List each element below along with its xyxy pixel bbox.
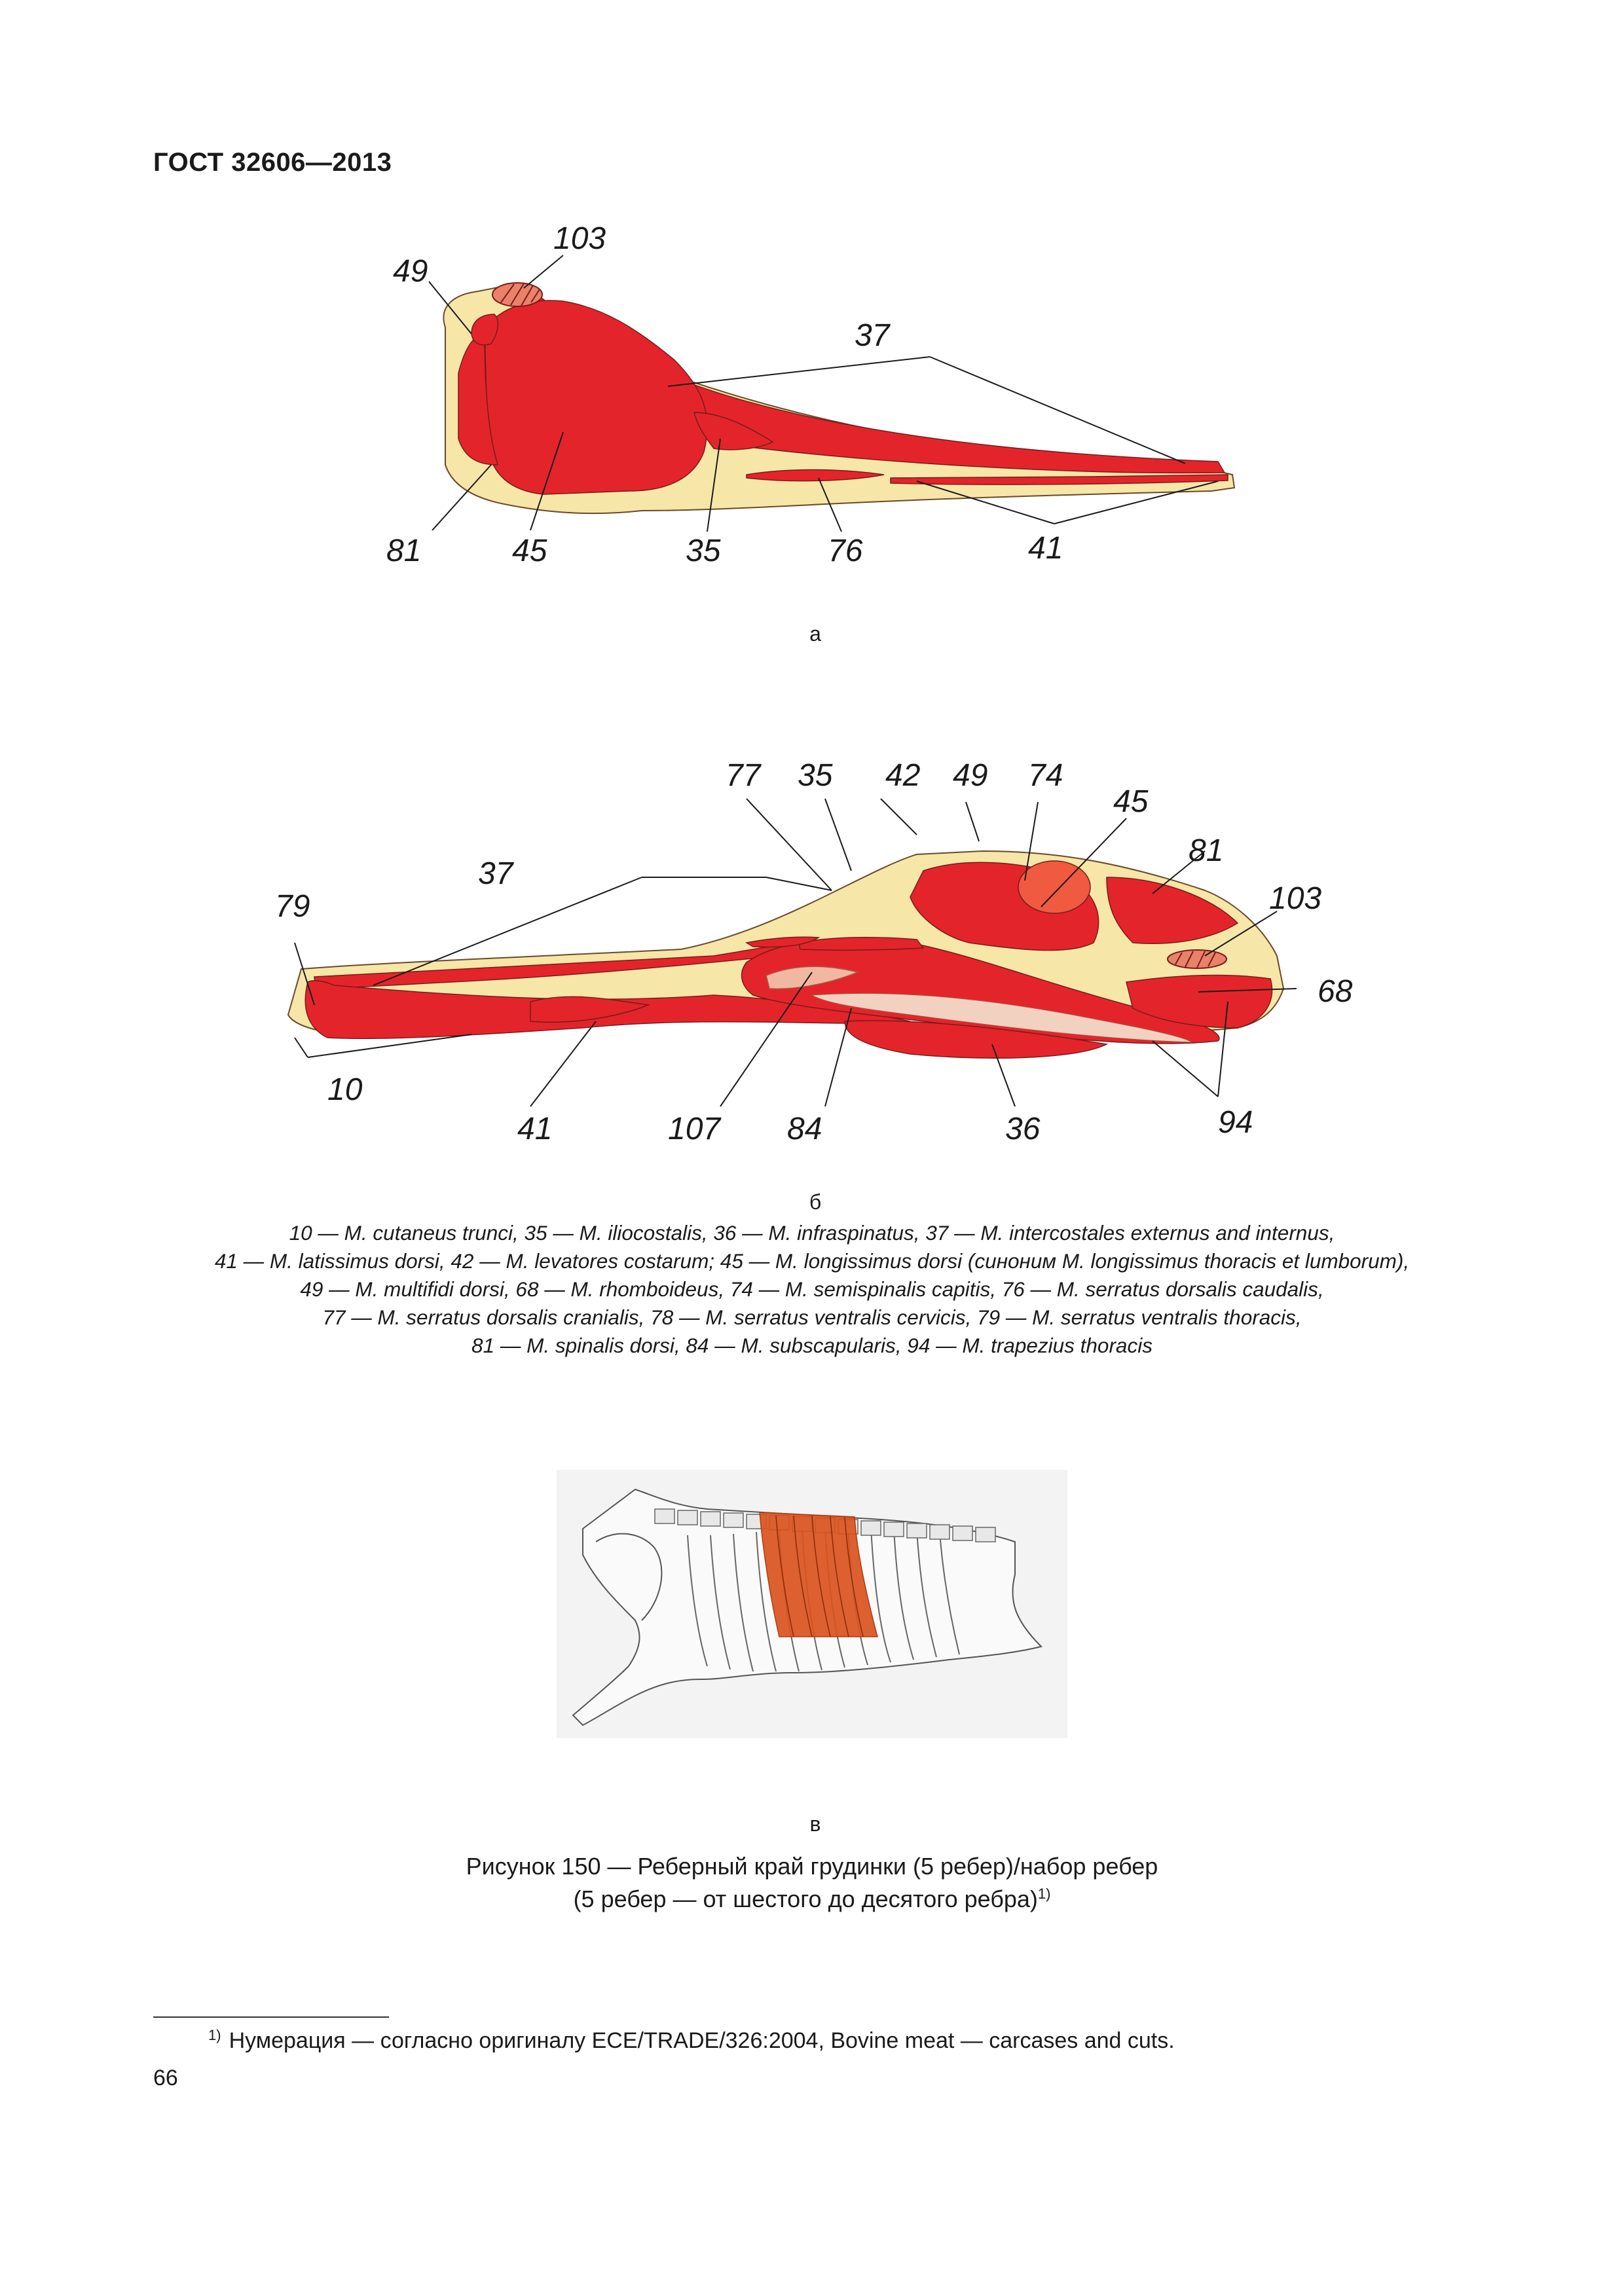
muscle-45 xyxy=(485,301,707,494)
callout-81: 81 xyxy=(386,534,422,568)
document-header: ГОСТ 32606—2013 xyxy=(153,148,392,177)
legend-line: 81 — M. spinalis dorsi, 84 — M. subscapularis, 94 — M. trapezius thoracis xyxy=(471,1334,1153,1357)
figure-caption xyxy=(196,1850,1428,1916)
callout-42: 42 xyxy=(885,758,921,793)
muscle-74 xyxy=(1018,861,1090,913)
callout-103: 103 xyxy=(1269,881,1322,916)
callout-37: 37 xyxy=(478,856,513,891)
footnote-text: Нумерация — согласно оригиналу ECE/TRADE/326:2004, Bovine meat — carcases and cuts. xyxy=(229,2028,1175,2053)
callout-94: 94 xyxy=(1218,1105,1253,1140)
figure-a-diagram xyxy=(367,216,1283,583)
callout-49: 49 xyxy=(953,758,988,793)
callout-36: 36 xyxy=(1005,1112,1041,1146)
callout-41: 41 xyxy=(517,1112,553,1146)
callout-79: 79 xyxy=(275,889,310,924)
callout-74: 74 xyxy=(1028,758,1063,793)
callout-81: 81 xyxy=(1189,833,1224,868)
legend-line: 77 — M. serratus dorsalis cranialis, 78 — M. serratus ventralis cervicis, 79 — M. serratus ventralis thoracis, xyxy=(322,1305,1302,1329)
figure-legend xyxy=(98,1219,1526,1360)
callout-68: 68 xyxy=(1318,974,1353,1009)
page-number: 66 xyxy=(153,2066,178,2090)
footnote xyxy=(208,2026,1175,2054)
callout-49: 49 xyxy=(393,254,428,289)
legend-line: 10 — M. cutaneus trunci, 35 — M. iliocostalis, 36 — M. infraspinatus, 37 — M. intercostales externus and internus, xyxy=(289,1221,1335,1245)
muscle-103 xyxy=(1168,950,1227,968)
figure-b-label: б xyxy=(809,1190,822,1214)
footnote-mark: 1) xyxy=(208,2026,221,2043)
callout-76: 76 xyxy=(828,534,863,568)
callout-84: 84 xyxy=(787,1112,822,1146)
caption-line-2: (5 ребер — от шестого до десятого ребра)$^{1)}$ xyxy=(573,1886,1051,1912)
figure-a-label: а xyxy=(809,622,821,646)
callout-35: 35 xyxy=(798,758,833,793)
figure-c-image xyxy=(557,1470,1067,1738)
legend-line: 49 — M. multifidi dorsi, 68 — M. rhomboideus, 74 — M. semispinalis capitis, 76 — M. serratus dorsalis caudalis, xyxy=(300,1277,1324,1301)
figure-b-diagram xyxy=(255,746,1408,1152)
callout-103: 103 xyxy=(553,221,606,256)
callout-41: 41 xyxy=(1028,531,1063,566)
footnote-rule xyxy=(153,2016,389,2018)
caption-footnote-ref[interactable]: 1) xyxy=(1037,1886,1051,1902)
callout-45: 45 xyxy=(512,534,547,568)
callout-37: 37 xyxy=(855,318,890,353)
legend-line: 41 — M. latissimus dorsi, 42 — M. levatores costarum; 45 — M. longissimus dorsi (синоним M. longissimus thoracis et lumborum), xyxy=(214,1249,1410,1273)
callout-35: 35 xyxy=(686,534,721,568)
callout-45: 45 xyxy=(1113,784,1149,819)
callout-77: 77 xyxy=(726,758,761,793)
figure-c-label: в xyxy=(809,1812,821,1836)
caption-line-1: Рисунок 150 — Реберный край грудинки (5 ребер)/набор ребер xyxy=(466,1853,1158,1880)
carcass-skeleton-illustration xyxy=(557,1470,1067,1738)
callout-10: 10 xyxy=(327,1072,363,1107)
callout-107: 107 xyxy=(668,1112,721,1146)
